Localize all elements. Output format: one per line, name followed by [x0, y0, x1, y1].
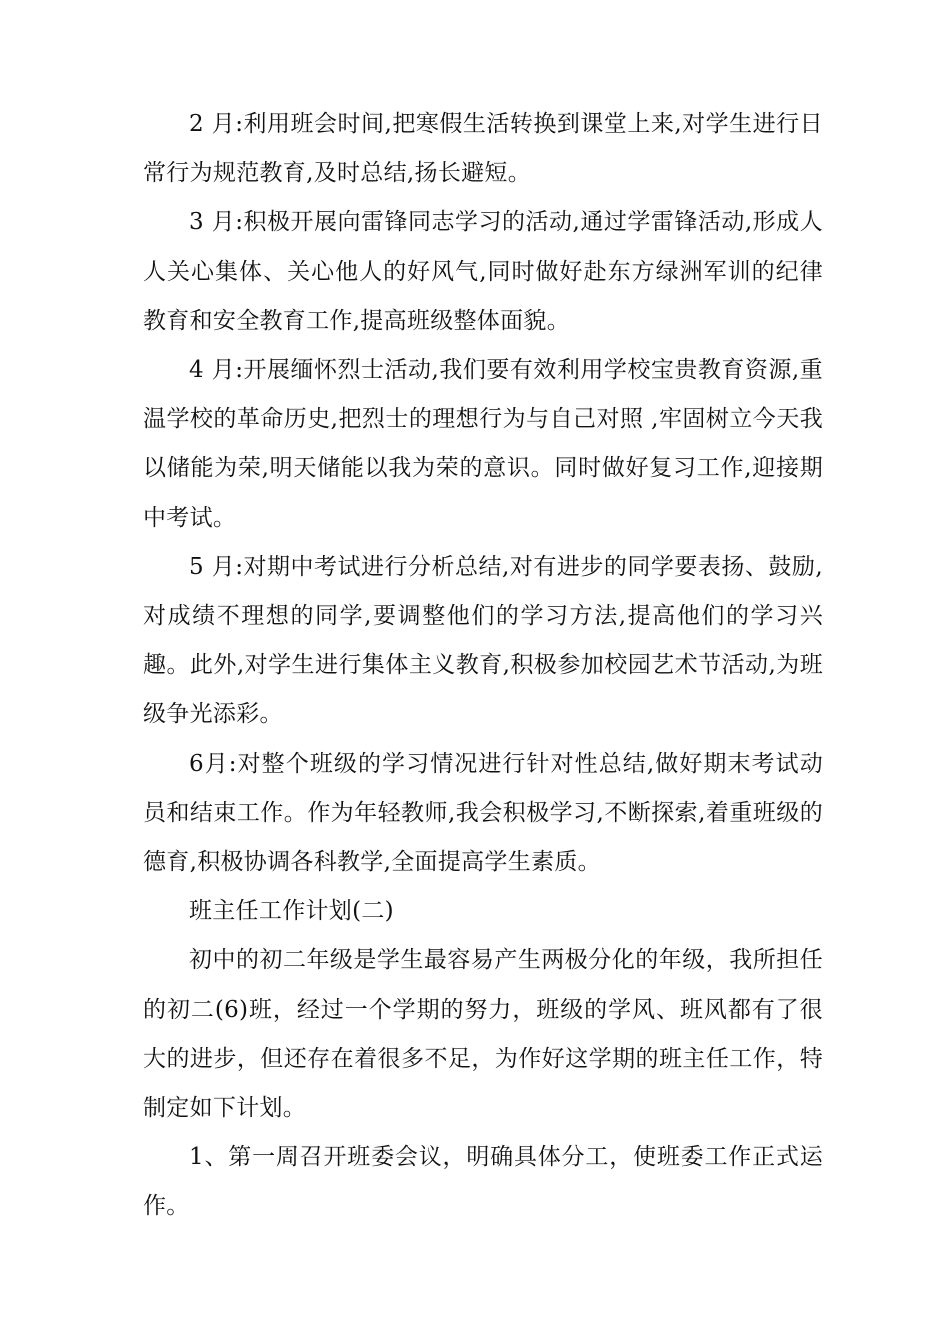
paragraph-intro: 初中的初二年级是学生最容易产生两极分化的年级，我所担任的初二(6)班，经过一个学期的努力，班级的学风、班风都有了很大的进步，但还存在着很多不足，为作好这学期的班主任工作，特制定如下计划。: [143, 947, 823, 1122]
paragraph-march: 3 月:积极开展向雷锋同志学习的活动,通过学雷锋活动,形成人人关心集体、关心他人的好风气,同时做好赴东方绿洲军训的纪律教育和安全教育工作,提高班级整体面貌。: [143, 209, 823, 334]
paragraph-february: 2 月:利用班会时间,把寒假生活转换到课堂上来,对学生进行日常行为规范教育,及时总结,扬长避短。: [143, 111, 823, 187]
section-heading: 班主任工作计划(二): [189, 898, 394, 925]
paragraph-april: 4 月:开展缅怀烈士活动,我们要有效利用学校宝贵教育资源,重温学校的革命历史,把烈士的理想行为与自己对照 ,牢固树立今天我以储能为荣,明天储能以我为荣的意识。同时做好复习工作,迎接期中考试。: [143, 357, 823, 531]
list-item: 1、第一周召开班委会议，明确具体分工，使班委工作正式运作。: [143, 1144, 823, 1220]
document-body: [143, 100, 823, 1232]
paragraph-june: 6月:对整个班级的学习情况进行针对性总结,做好期末考试动员和结束工作。作为年轻教师,我会积极学习,不断探索,着重班级的德育,积极协调各科教学,全面提高学生素质。: [143, 750, 823, 876]
paragraph-may: 5 月:对期中考试进行分析总结,对有进步的同学要表扬、鼓励,对成绩不理想的同学,要调整他们的学习方法,提高他们的学习兴趣。此外,对学生进行集体主义教育,积极参加校园艺术节活动,为班级争光添彩。: [143, 553, 823, 728]
